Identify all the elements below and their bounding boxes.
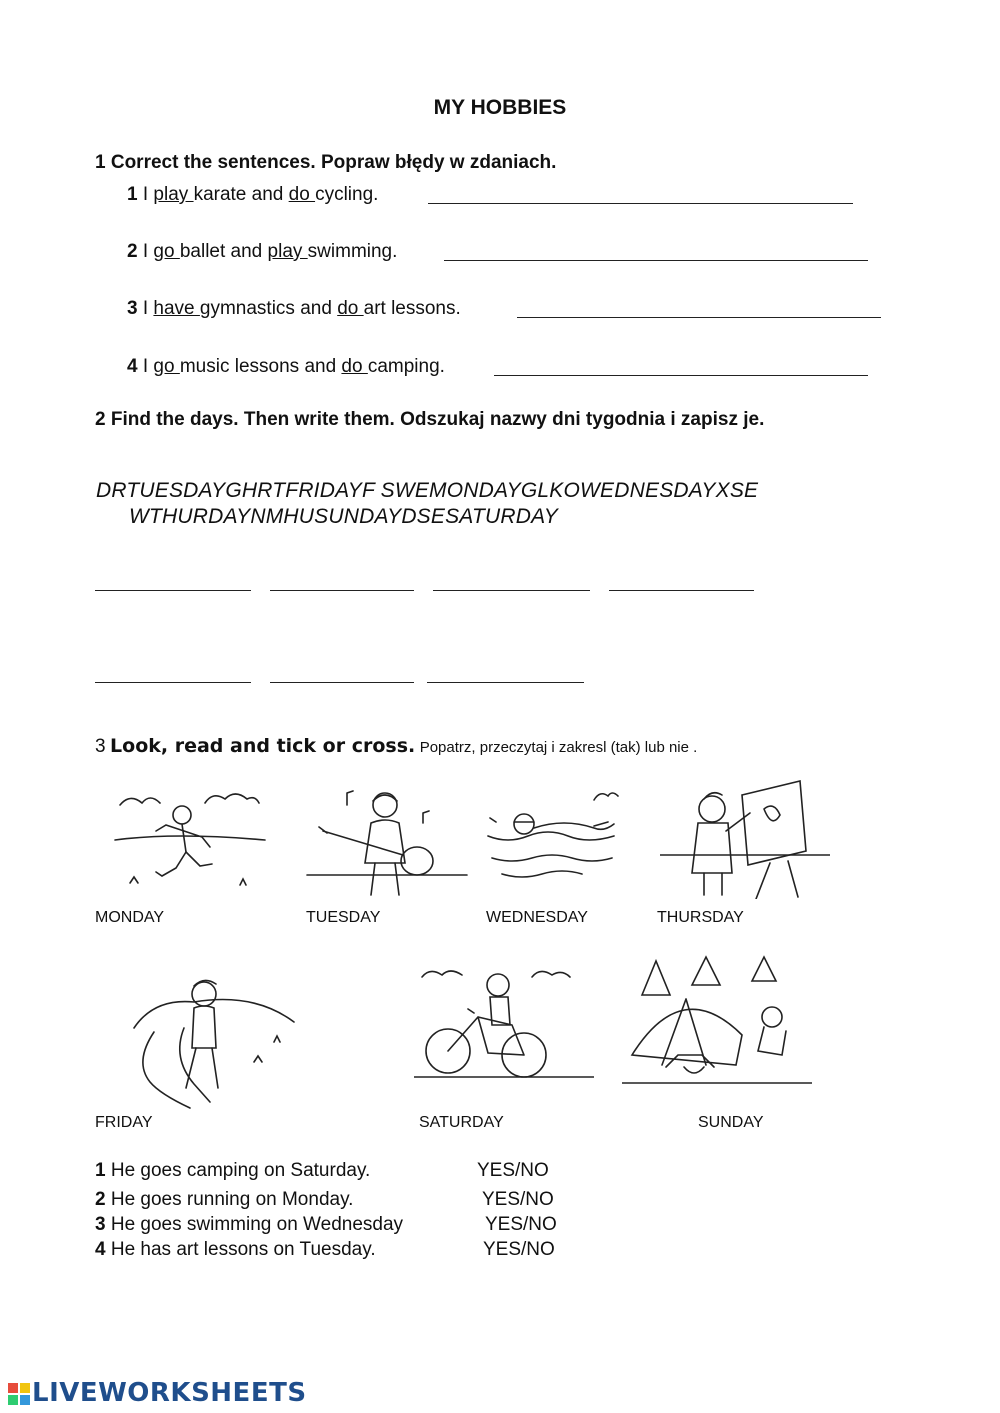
day-label-tuesday: TUESDAY: [306, 909, 381, 926]
word-puzzle-line-1: DRTUESDAYGHRTFRIDAYF SWEMONDAYGLKOWEDNESDAYXSE: [96, 479, 759, 502]
question-2: 2 He goes running on Monday.: [95, 1189, 354, 1210]
answer-line-3[interactable]: [517, 317, 881, 318]
camping-boy-icon: [622, 955, 812, 1095]
day-answer-line[interactable]: [427, 682, 584, 683]
answer-line-2[interactable]: [444, 260, 868, 261]
day-label-sunday: SUNDAY: [698, 1114, 764, 1131]
sentence-4: 4 I go music lessons and do camping.: [127, 356, 445, 377]
page-title: MY HOBBIES: [433, 96, 567, 119]
sentence-2: 2 I go ballet and play swimming.: [127, 241, 398, 262]
answer-yes-no-3[interactable]: YES/NO: [485, 1214, 557, 1235]
day-label-thursday: THURSDAY: [657, 909, 744, 926]
answer-yes-no-2[interactable]: YES/NO: [482, 1189, 554, 1210]
sentence-3: 3 I have gymnastics and do art lessons.: [127, 298, 461, 319]
day-answer-line[interactable]: [95, 590, 251, 591]
day-label-saturday: SATURDAY: [419, 1114, 504, 1131]
day-label-friday: FRIDAY: [95, 1114, 153, 1131]
exercise-3-heading: 3 Look, read and tick or cross. Popatrz, przeczytaj i zakresl (tak) lub nie .: [95, 735, 698, 757]
exercise-2-heading: 2 Find the days. Then write them. Odszukaj nazwy dni tygodnia i zapisz je.: [95, 409, 765, 430]
day-answer-line[interactable]: [270, 590, 414, 591]
exercise-1-heading: 1 Correct the sentences. Popraw błędy w zdaniach.: [95, 152, 557, 173]
answer-yes-no-1[interactable]: YES/NO: [477, 1160, 549, 1181]
walking-boy-icon: [124, 972, 299, 1112]
day-answer-line[interactable]: [609, 590, 754, 591]
running-boy-icon: [110, 785, 270, 900]
day-answer-line[interactable]: [95, 682, 251, 683]
answer-line-1[interactable]: [428, 203, 853, 204]
liveworksheets-logo-icon: [8, 1383, 30, 1405]
swimming-boy-icon: [482, 782, 622, 892]
answer-line-4[interactable]: [494, 375, 868, 376]
day-answer-line[interactable]: [270, 682, 414, 683]
answer-yes-no-4[interactable]: YES/NO: [483, 1239, 555, 1260]
question-4: 4 He has art lessons on Tuesday.: [95, 1239, 376, 1260]
day-label-wednesday: WEDNESDAY: [486, 909, 588, 926]
cycling-boy-icon: [414, 965, 594, 1090]
painting-boy-icon: [660, 779, 830, 899]
question-1: 1 He goes camping on Saturday.: [95, 1160, 371, 1181]
guitar-boy-icon: [305, 783, 470, 901]
day-label-monday: MONDAY: [95, 909, 165, 926]
word-puzzle-line-2: WTHURDAYNMHUSUNDAYDSESATURDAY: [129, 505, 558, 528]
day-answer-line[interactable]: [433, 590, 590, 591]
question-3: 3 He goes swimming on Wednesday: [95, 1214, 404, 1235]
footer-brand[interactable]: LIVEWORKSHEETS: [32, 1378, 307, 1408]
sentence-1: 1 I play karate and do cycling.: [127, 184, 379, 205]
